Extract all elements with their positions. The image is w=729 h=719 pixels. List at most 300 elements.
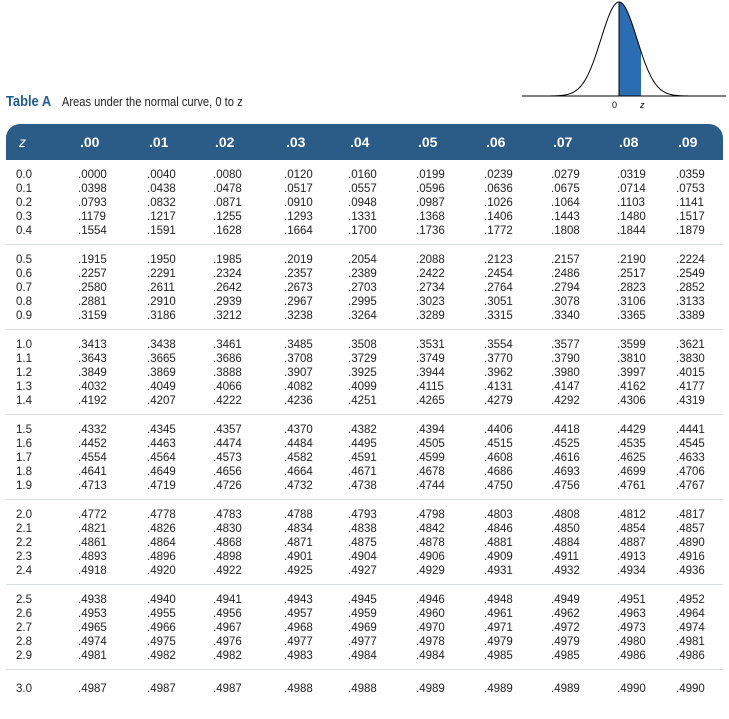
area-value: .3686 xyxy=(213,353,242,365)
area-value: .0398 xyxy=(78,183,107,195)
z-value: 0.7 xyxy=(16,282,32,294)
area-value: .4987 xyxy=(147,683,176,695)
area-value: .4778 xyxy=(147,509,176,521)
area-value: .4989 xyxy=(484,683,513,695)
area-value: .4966 xyxy=(147,622,176,634)
area-value: .3997 xyxy=(617,367,646,379)
area-value: .4608 xyxy=(484,452,513,464)
area-value: .1517 xyxy=(676,211,705,223)
area-value: .4986 xyxy=(676,650,705,662)
area-value: .0517 xyxy=(284,183,313,195)
area-value: .4738 xyxy=(348,480,377,492)
area-value: .4864 xyxy=(147,537,176,549)
area-value: .2422 xyxy=(416,268,445,280)
area-value: .4846 xyxy=(484,523,513,535)
area-value: .4484 xyxy=(284,438,313,450)
area-value: .2642 xyxy=(213,282,242,294)
area-value: .3461 xyxy=(213,339,242,351)
area-value: .4952 xyxy=(676,594,705,606)
area-value: .4115 xyxy=(416,381,444,393)
area-value: .4989 xyxy=(416,683,445,695)
area-value: .4265 xyxy=(416,395,445,407)
area-value: .4772 xyxy=(78,509,107,521)
z-value: 3.0 xyxy=(16,683,32,695)
column-header: .01 xyxy=(149,134,169,150)
area-value: .4834 xyxy=(284,523,313,535)
table-row-group xyxy=(6,330,723,415)
area-value: .4671 xyxy=(348,466,377,478)
area-value: .4976 xyxy=(213,636,242,648)
z-value: 1.8 xyxy=(16,466,32,478)
area-value: .4803 xyxy=(484,509,513,521)
area-value: .4251 xyxy=(348,395,377,407)
table-row xyxy=(6,196,723,210)
area-value: .3389 xyxy=(676,310,705,322)
area-value: .4925 xyxy=(284,565,313,577)
column-header: .07 xyxy=(553,134,573,150)
area-value: .2852 xyxy=(676,282,705,294)
area-value: .1443 xyxy=(551,211,580,223)
area-value: .0000 xyxy=(78,169,107,181)
area-value: .1255 xyxy=(213,211,242,223)
area-value: .3051 xyxy=(484,296,513,308)
area-value: .4982 xyxy=(147,650,176,662)
table-row xyxy=(6,479,723,493)
area-value: .4821 xyxy=(78,523,107,535)
area-value: .4452 xyxy=(78,438,107,450)
area-value: .3907 xyxy=(284,367,313,379)
z-value: 2.8 xyxy=(16,636,32,648)
area-value: .4693 xyxy=(551,466,580,478)
area-value: .4929 xyxy=(416,565,445,577)
area-value: .4909 xyxy=(484,551,513,563)
table-row-group xyxy=(6,245,723,330)
area-value: .4982 xyxy=(213,650,242,662)
area-value: .3770 xyxy=(484,353,513,365)
area-value: .4192 xyxy=(78,395,107,407)
area-value: .2054 xyxy=(348,254,377,266)
area-value: .4906 xyxy=(416,551,445,563)
area-value: .4979 xyxy=(551,636,580,648)
table-row xyxy=(6,352,723,366)
area-value: .4573 xyxy=(213,452,242,464)
area-value: .4965 xyxy=(78,622,107,634)
area-value: .4959 xyxy=(348,608,377,620)
column-header: .05 xyxy=(418,134,438,150)
area-value: .4463 xyxy=(147,438,176,450)
area-value: .1293 xyxy=(284,211,313,223)
area-value: .4962 xyxy=(551,608,580,620)
z-value: 0.5 xyxy=(16,254,32,266)
area-value: .1591 xyxy=(147,225,176,237)
area-value: .4099 xyxy=(348,381,377,393)
area-value: .4515 xyxy=(484,438,513,450)
table-row-group xyxy=(6,585,723,670)
area-value: .1103 xyxy=(617,197,645,209)
z-value: 2.7 xyxy=(16,622,32,634)
area-value: .2703 xyxy=(348,282,377,294)
area-value: .0080 xyxy=(213,169,242,181)
table-row xyxy=(6,536,723,550)
table-row xyxy=(6,451,723,465)
area-value: .3413 xyxy=(78,339,107,351)
area-value: .2881 xyxy=(78,296,107,308)
area-value: .4901 xyxy=(284,551,313,563)
area-value: .4788 xyxy=(284,509,313,521)
area-value: .4147 xyxy=(551,381,580,393)
area-value: .4953 xyxy=(78,608,107,620)
area-value: .2019 xyxy=(284,254,313,266)
area-value: .4394 xyxy=(416,424,445,436)
area-value: .0753 xyxy=(676,183,705,195)
area-value: .4713 xyxy=(78,480,107,492)
area-value: .4162 xyxy=(617,381,646,393)
area-value: .1480 xyxy=(617,211,646,223)
area-value: .0438 xyxy=(147,183,176,195)
area-value: .4990 xyxy=(617,683,646,695)
table-row xyxy=(6,437,723,451)
area-value: .4015 xyxy=(676,367,705,379)
table-row xyxy=(6,508,723,522)
table-row xyxy=(6,522,723,536)
area-value: .4812 xyxy=(617,509,646,521)
area-value: .4793 xyxy=(348,509,377,521)
area-value: .0793 xyxy=(78,197,107,209)
table-row-group xyxy=(6,160,723,245)
table-row xyxy=(6,465,723,479)
area-value: .4441 xyxy=(676,424,705,436)
area-value: .4750 xyxy=(484,480,513,492)
area-value: .4382 xyxy=(348,424,377,436)
area-value: .4319 xyxy=(676,395,705,407)
z-value: 0.9 xyxy=(16,310,32,322)
area-value: .4554 xyxy=(78,452,107,464)
area-value: .3830 xyxy=(676,353,705,365)
area-value: .4972 xyxy=(551,622,580,634)
area-value: .4525 xyxy=(551,438,580,450)
area-value: .4961 xyxy=(484,608,513,620)
z-value: 0.6 xyxy=(16,268,32,280)
z-value: 0.3 xyxy=(16,211,32,223)
area-value: .0948 xyxy=(348,197,377,209)
area-value: .4535 xyxy=(617,438,646,450)
area-value: .4357 xyxy=(213,424,242,436)
column-header: .02 xyxy=(215,134,235,150)
area-value: .3186 xyxy=(147,310,176,322)
area-value: .4956 xyxy=(213,608,242,620)
column-header: .08 xyxy=(619,134,639,150)
area-value: .3133 xyxy=(676,296,705,308)
area-value: .4990 xyxy=(676,683,705,695)
table-row xyxy=(6,621,723,635)
area-value: .4744 xyxy=(416,480,445,492)
area-value: .4732 xyxy=(284,480,313,492)
area-value: .2580 xyxy=(78,282,107,294)
area-value: .2995 xyxy=(348,296,377,308)
area-value: .4887 xyxy=(617,537,646,549)
area-value: .3665 xyxy=(147,353,176,365)
area-value: .4898 xyxy=(213,551,242,563)
area-value: .2549 xyxy=(676,268,705,280)
area-value: .1736 xyxy=(416,225,445,237)
area-value: .4505 xyxy=(416,438,445,450)
area-value: .3577 xyxy=(551,339,580,351)
area-value: .3729 xyxy=(348,353,377,365)
area-value: .4850 xyxy=(551,523,580,535)
area-value: .3078 xyxy=(551,296,580,308)
area-value: .3643 xyxy=(78,353,107,365)
area-value: .4984 xyxy=(348,650,377,662)
area-value: .3925 xyxy=(348,367,377,379)
area-value: .4985 xyxy=(484,650,513,662)
area-value: .4756 xyxy=(551,480,580,492)
area-value: .4664 xyxy=(284,466,313,478)
area-value: .3508 xyxy=(348,339,377,351)
area-value: .1064 xyxy=(551,197,580,209)
area-value: .4686 xyxy=(484,466,513,478)
area-value: .4726 xyxy=(213,480,242,492)
table-row-group xyxy=(6,500,723,585)
table-row xyxy=(6,338,723,352)
normal-curve-figure xyxy=(520,0,729,114)
area-value: .4767 xyxy=(676,480,705,492)
area-value: .0557 xyxy=(348,183,377,195)
table-row xyxy=(6,267,723,281)
area-value: .1808 xyxy=(551,225,580,237)
area-value: .0636 xyxy=(484,183,513,195)
area-value: .4545 xyxy=(676,438,705,450)
normal-table xyxy=(6,124,723,700)
area-value: .0832 xyxy=(147,197,176,209)
z-value: 2.2 xyxy=(16,537,32,549)
area-value: .4884 xyxy=(551,537,580,549)
area-value: .4979 xyxy=(484,636,513,648)
area-value: .3340 xyxy=(551,310,580,322)
area-value: .4941 xyxy=(213,594,242,606)
area-value: .3708 xyxy=(284,353,313,365)
area-value: .2794 xyxy=(551,282,580,294)
z-value: 2.6 xyxy=(16,608,32,620)
area-value: .3365 xyxy=(617,310,646,322)
area-value: .4871 xyxy=(284,537,313,549)
area-value: .4474 xyxy=(213,438,242,450)
area-value: .4969 xyxy=(348,622,377,634)
area-value: .4875 xyxy=(348,537,377,549)
area-value: .4934 xyxy=(617,565,646,577)
area-value: .4964 xyxy=(676,608,705,620)
z-value: 2.3 xyxy=(16,551,32,563)
area-value: .4960 xyxy=(416,608,445,620)
area-value: .1950 xyxy=(147,254,176,266)
area-value: .4890 xyxy=(676,537,705,549)
area-value: .4761 xyxy=(617,480,646,492)
table-caption xyxy=(6,93,243,111)
area-value: .4641 xyxy=(78,466,107,478)
table-row xyxy=(6,550,723,564)
area-value: .4783 xyxy=(213,509,242,521)
area-value: .4896 xyxy=(147,551,176,563)
area-value: .4032 xyxy=(78,381,107,393)
area-value: .2517 xyxy=(617,268,646,280)
column-header: .00 xyxy=(80,134,100,150)
area-value: .3944 xyxy=(416,367,445,379)
area-value: .3212 xyxy=(213,310,242,322)
shaded-area-0-to-z xyxy=(619,2,641,96)
area-value: .4878 xyxy=(416,537,445,549)
area-value: .2157 xyxy=(551,254,580,266)
area-value: .4582 xyxy=(284,452,313,464)
area-value: .1331 xyxy=(348,211,377,223)
area-value: .2257 xyxy=(78,268,107,280)
area-value: .0239 xyxy=(484,169,513,181)
area-value: .4977 xyxy=(284,636,313,648)
z-value: 0.1 xyxy=(16,183,32,195)
table-body xyxy=(6,160,723,700)
area-value: .0596 xyxy=(416,183,445,195)
area-value: .4082 xyxy=(284,381,313,393)
column-header: .09 xyxy=(678,134,698,150)
area-value: .4981 xyxy=(676,636,705,648)
z-value: 2.4 xyxy=(16,565,32,577)
area-value: .2673 xyxy=(284,282,313,294)
table-row xyxy=(6,394,723,408)
area-value: .4292 xyxy=(551,395,580,407)
area-value: .1141 xyxy=(676,197,704,209)
area-value: .4798 xyxy=(416,509,445,521)
area-value: .4706 xyxy=(676,466,705,478)
area-value: .1368 xyxy=(416,211,445,223)
area-value: .4861 xyxy=(78,537,107,549)
area-value: .4049 xyxy=(147,381,176,393)
z-value: 1.1 xyxy=(16,353,32,365)
area-value: .4854 xyxy=(617,523,646,535)
area-value: .3238 xyxy=(284,310,313,322)
area-value: .0714 xyxy=(617,183,646,195)
table-row xyxy=(6,366,723,380)
area-value: .4418 xyxy=(551,424,580,436)
area-value: .4719 xyxy=(147,480,176,492)
area-value: .4980 xyxy=(617,636,646,648)
area-value: .4429 xyxy=(617,424,646,436)
column-header: .06 xyxy=(486,134,506,150)
z-value: 1.9 xyxy=(16,480,32,492)
area-value: .4985 xyxy=(551,650,580,662)
area-value: .2734 xyxy=(416,282,445,294)
area-value: .4817 xyxy=(676,509,705,521)
area-value: .4868 xyxy=(213,537,242,549)
area-value: .4920 xyxy=(147,565,176,577)
area-value: .4279 xyxy=(484,395,513,407)
area-value: .2291 xyxy=(147,268,176,280)
area-value: .2823 xyxy=(617,282,646,294)
area-value: .4649 xyxy=(147,466,176,478)
area-value: .4981 xyxy=(78,650,107,662)
area-value: .2486 xyxy=(551,268,580,280)
area-value: .4988 xyxy=(284,683,313,695)
area-value: .4625 xyxy=(617,452,646,464)
area-value: .4881 xyxy=(484,537,513,549)
area-value: .4957 xyxy=(284,608,313,620)
area-value: .2454 xyxy=(484,268,513,280)
area-value: .4988 xyxy=(348,683,377,695)
table-row xyxy=(6,649,723,663)
area-value: .0279 xyxy=(551,169,580,181)
area-value: .3438 xyxy=(147,339,176,351)
area-value: .1844 xyxy=(617,225,646,237)
area-value: .0359 xyxy=(676,169,705,181)
area-value: .2611 xyxy=(147,282,175,294)
area-value: .2939 xyxy=(213,296,242,308)
area-value: .4842 xyxy=(416,523,445,535)
area-value: .4931 xyxy=(484,565,513,577)
area-value: .4599 xyxy=(416,452,445,464)
area-value: .4826 xyxy=(147,523,176,535)
area-value: .4943 xyxy=(284,594,313,606)
column-header-z: z xyxy=(19,134,26,150)
area-value: .1026 xyxy=(484,197,513,209)
area-value: .0910 xyxy=(284,197,313,209)
z-value: 1.6 xyxy=(16,438,32,450)
area-value: .4987 xyxy=(213,683,242,695)
area-value: .1879 xyxy=(676,225,705,237)
area-value: .4678 xyxy=(416,466,445,478)
area-value: .4808 xyxy=(551,509,580,521)
area-value: .4989 xyxy=(551,683,580,695)
area-value: .1772 xyxy=(484,225,513,237)
table-row-group xyxy=(6,670,723,700)
area-value: .4345 xyxy=(147,424,176,436)
area-value: .3159 xyxy=(78,310,107,322)
area-value: .4222 xyxy=(213,395,242,407)
area-value: .4940 xyxy=(147,594,176,606)
area-value: .4974 xyxy=(676,622,705,634)
table-row xyxy=(6,168,723,182)
z-value: 0.0 xyxy=(16,169,32,181)
table-row xyxy=(6,423,723,437)
area-value: .4370 xyxy=(284,424,313,436)
area-value: .4564 xyxy=(147,452,176,464)
area-value: .4963 xyxy=(617,608,646,620)
area-value: .4830 xyxy=(213,523,242,535)
area-value: .4936 xyxy=(676,565,705,577)
z-value: 1.5 xyxy=(16,424,32,436)
area-value: .4986 xyxy=(617,650,646,662)
z-value: 0.8 xyxy=(16,296,32,308)
area-value: .4066 xyxy=(213,381,242,393)
table-row xyxy=(6,380,723,394)
area-value: .4916 xyxy=(676,551,705,563)
table-row xyxy=(6,564,723,578)
table-row xyxy=(6,607,723,621)
area-value: .4945 xyxy=(348,594,377,606)
z-value: 2.9 xyxy=(16,650,32,662)
area-value: .4938 xyxy=(78,594,107,606)
area-value: .2910 xyxy=(147,296,176,308)
zero-label: 0 xyxy=(612,100,618,110)
area-value: .4495 xyxy=(348,438,377,450)
area-value: .4913 xyxy=(617,551,646,563)
area-value: .0987 xyxy=(416,197,445,209)
table-row xyxy=(6,682,723,696)
z-value: 2.0 xyxy=(16,509,32,521)
table-row xyxy=(6,253,723,267)
area-value: .3810 xyxy=(617,353,646,365)
table-row xyxy=(6,210,723,224)
area-value: .3315 xyxy=(484,310,513,322)
area-value: .4633 xyxy=(676,452,705,464)
area-value: .4946 xyxy=(416,594,445,606)
area-value: .3869 xyxy=(147,367,176,379)
